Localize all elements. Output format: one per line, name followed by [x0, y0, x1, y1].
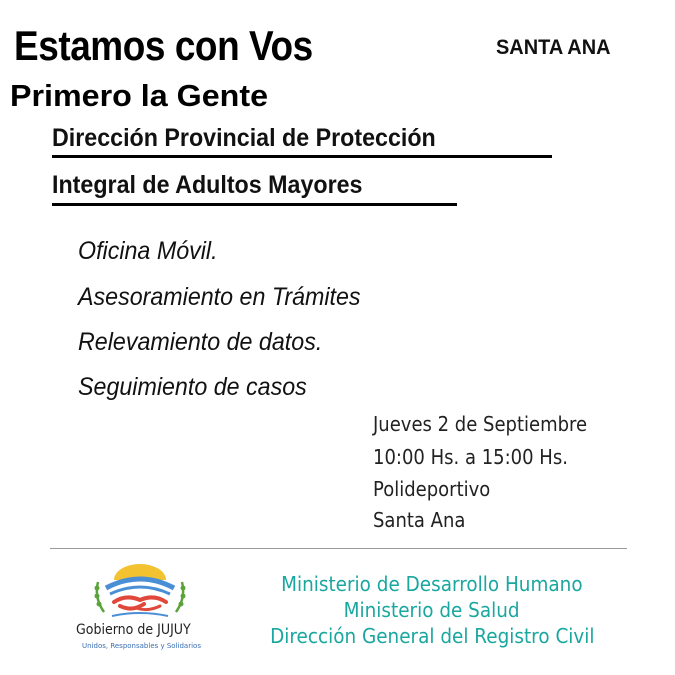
- footer-divider: [50, 548, 627, 549]
- ministry-line: [236, 572, 628, 596]
- event-date: Jueves 2 de Septiembre: [373, 412, 588, 436]
- event-venue: Polideportivo: [373, 477, 491, 501]
- location-label: SANTA ANA: [496, 36, 611, 59]
- direction-title-line-2: Integral de Adultos Mayores: [52, 171, 363, 199]
- event-time: 10:00 Hs. a 15:00 Hs.: [373, 445, 568, 469]
- slogan-sub: Primero la Gente: [10, 78, 269, 113]
- service-item: Seguimiento de casos: [78, 373, 307, 401]
- ministry-line: [236, 624, 628, 648]
- logo-tagline: Unidos, Responsables y Solidarios: [82, 642, 201, 650]
- logo-name: Gobierno de JUJUY: [76, 622, 191, 638]
- service-item: Oficina Móvil.: [78, 237, 218, 265]
- ministry-line: [236, 598, 628, 622]
- direction-underline-2: [52, 203, 457, 206]
- slogan-main: Estamos con Vos: [14, 22, 313, 69]
- government-logo: [70, 558, 210, 658]
- ministry-text: Ministerio de Desarrollo Humano: [281, 572, 583, 596]
- ministry-text: Dirección General del Registro Civil: [269, 624, 595, 648]
- event-town: Santa Ana: [373, 508, 466, 532]
- service-item: Asesoramiento en Trámites: [78, 283, 361, 311]
- direction-underline-1: [52, 155, 552, 158]
- ministry-text: Ministerio de Salud: [344, 598, 520, 622]
- service-item: Relevamiento de datos.: [78, 328, 323, 356]
- direction-title-line-1: Dirección Provincial de Protección: [52, 124, 436, 152]
- jujuy-government-emblem-icon: [70, 558, 210, 622]
